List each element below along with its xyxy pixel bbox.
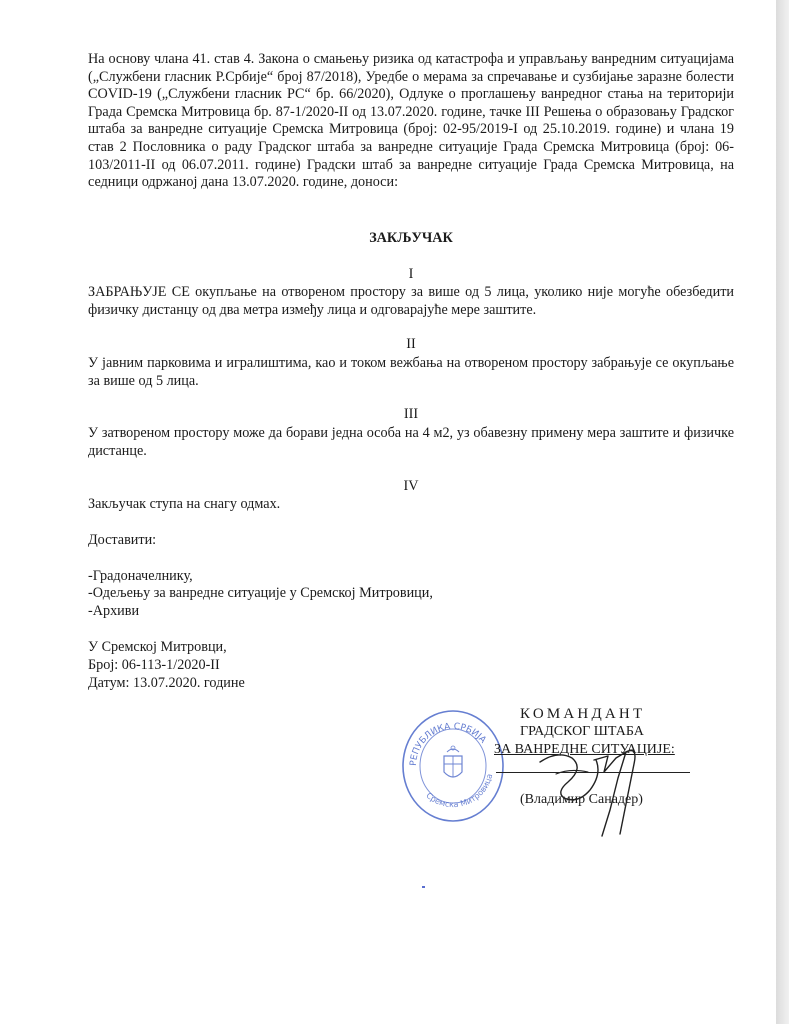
- coat-of-arms-icon: [444, 746, 462, 777]
- document-number: Број: 06-113-1/2020-II: [88, 657, 220, 673]
- stamp-bottom-text: Сремска Митровица: [424, 772, 495, 810]
- blue-dot-mark: [422, 886, 425, 888]
- recipient-item: -Одељењу за ванредне ситуације у Сремској Митровици,: [88, 585, 433, 601]
- section-numeral: III: [403, 406, 419, 422]
- place-line: У Сремској Митровци,: [88, 639, 227, 655]
- signatory-title-line1: ГРАДСКОГ ШТАБА: [520, 724, 644, 739]
- section-text: У затвореном простору може да борави једна особа на 4 м2, уз обавезну примену мера заштите и физичке дистанце.: [88, 425, 734, 459]
- preamble-paragraph: На основу члана 41. став 4. Закона о смањењу ризика од катастрофа и управљању ванредним ситуацијама („Службени гласник Р.Србије“ број 87/2018), Уредбе о мерама за спречавање и сузбијање заразне болести COVID-19 („Службени гласник РС“ бр. 66/2020), Одлуке о проглашењу ванредног стања на територији Града Сремска Митровица бр. 87-1/2020-II од 13.07.2020. године, тачке III Решења о образовању Градског штаба за ванредне ситуације Сремска Митровица (број: 02-95/2019-I од 25.10.2019. године) и члана 19 став 2 Пословника о раду Градског штаба за ванредне ситуације Града Сремска Митровица (број: 06-103/2011-II од 06.07.2011. године) Градски штаб за ванредне ситуације Града Сремска Митровица, на седници одржаној дана 13.07.2020. године, доноси:: [88, 51, 734, 191]
- section-text: У јавним парковима и игралиштима, као и током вежбања на отвореном простору забрањује се окупљање за више од 5 лица.: [88, 355, 734, 389]
- section-text: ЗАБРАЊУЈЕ СЕ окупљање на отвореном простору за више од 5 лица, уколико није могуће обезбедити физичку дистанцу од два метра између лица и одговарајуће мере заштите.: [88, 284, 734, 318]
- deliver-label: Доставити:: [88, 532, 157, 548]
- document-date: Датум: 13.07.2020. године: [88, 675, 245, 691]
- signatory-name: (Владимир Санадер): [520, 792, 643, 807]
- page-edge-shadow: [776, 0, 789, 1024]
- section-text: Закључак ступа на снагу одмах.: [88, 496, 281, 512]
- section-numeral: I: [408, 266, 414, 282]
- handwritten-signature: [498, 738, 648, 853]
- signatory-title-line2: ЗА ВАНРЕДНЕ СИТУАЦИЈЕ:: [494, 742, 675, 757]
- section-numeral: IV: [403, 478, 419, 494]
- section-numeral: II: [406, 336, 416, 352]
- official-stamp: [400, 706, 506, 829]
- document-title: ЗАКЉУЧАК: [369, 230, 453, 246]
- recipient-item: -Градоначелнику,: [88, 568, 193, 584]
- recipient-item: -Архиви: [88, 603, 140, 619]
- stamp-top-text: РЕПУБЛИКА СРБИЈА: [408, 721, 488, 767]
- signatory-rank: КОМАНДАНТ: [520, 706, 646, 722]
